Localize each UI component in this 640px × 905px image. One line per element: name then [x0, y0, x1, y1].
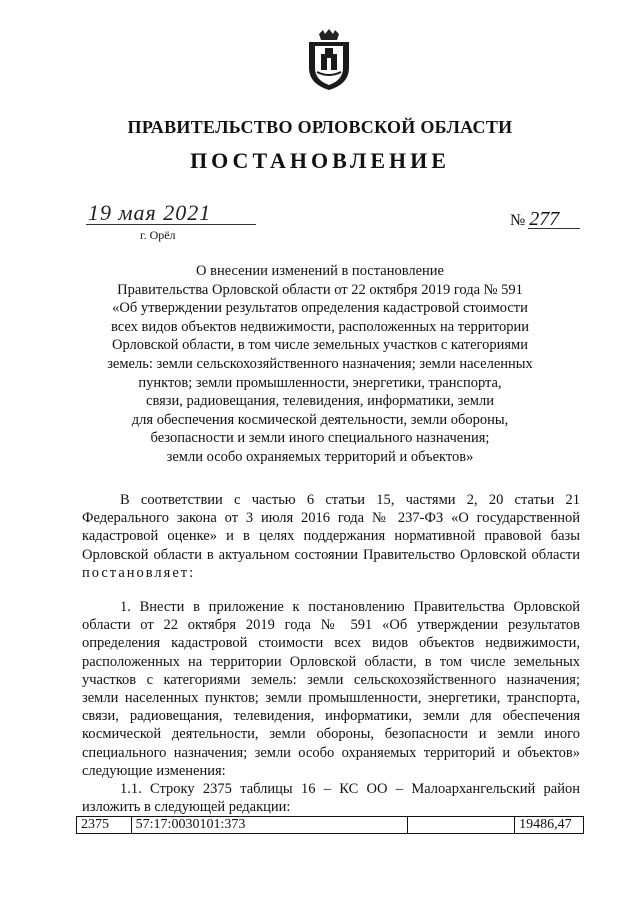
preamble-line: Федерального закона от 3 июля 2016 года № 237-ФЗ «О государственной	[82, 510, 580, 527]
preamble-paragraph	[82, 491, 580, 582]
cadastral-value-cell: 19486,47	[515, 817, 584, 834]
row-number-cell: 2375	[77, 817, 132, 834]
preamble-line: кадастровой оценке» и в целях поддержания нормативной правовой базы	[82, 528, 580, 545]
item-1-line: участков с категориями земель: земли сельскохозяйственного назначения;	[82, 671, 580, 688]
item-1-1-line: 1.1. Строку 2375 таблицы 16 – КС ОО – Малоархангельский район	[120, 781, 580, 798]
preamble-line: В соответствии с частью 6 статьи 15, частями 2, 20 статьи 21	[120, 492, 580, 508]
title-line: Правительства Орловской области от 22 октября 2019 года № 591	[117, 281, 523, 298]
table-row	[77, 817, 584, 834]
item-1-line: определения кадастровой стоимости всех видов объектов недвижимости,	[82, 635, 580, 652]
number-underline	[528, 228, 580, 229]
title-line: пунктов; земли промышленности, энергетики, транспорта,	[138, 374, 502, 391]
title-line: «Об утверждении результатов определения кадастровой стоимости	[112, 300, 528, 317]
item-1-line: космической деятельности, земли обороны, безопасности и земли иного	[82, 726, 580, 743]
item-1-line: области от 22 октября 2019 года № 591 «Об утверждении результатов	[82, 617, 580, 634]
cadastral-number-cell: 57:17:0030101:373	[131, 817, 407, 834]
item-1-line: специального назначения; земли особо охраняемых территорий и объектов»	[82, 744, 580, 761]
item-1-line: связи, радиовещания, телевидения, информатики, земли для обеспечения	[82, 708, 580, 725]
document-type: ПОСТАНОВЛЕНИЕ	[190, 148, 450, 173]
title-line: земель: земли сельскохозяйственного назначения; земли населенных	[107, 355, 533, 372]
title-line: для обеспечения космической деятельности, земли обороны,	[131, 411, 509, 428]
title-line: связи, радиовещания, телевидения, информатики, земли	[146, 393, 494, 410]
title-line: всех видов объектов недвижимости, расположенных на территории	[111, 318, 529, 335]
item-1-line: следующие изменения:	[82, 762, 226, 779]
handwritten-date: 19 мая 2021	[88, 200, 212, 225]
item-1-1-line: изложить в следующей редакции:	[82, 799, 291, 816]
title-line: Орловской области, в том числе земельных участков с категориями	[111, 337, 528, 354]
number-label: №	[510, 212, 526, 229]
date-underline	[86, 224, 256, 225]
empty-cell	[407, 817, 514, 834]
handwritten-number: 277	[529, 208, 560, 230]
orel-coat-of-arms-icon	[305, 28, 353, 92]
preamble-line: Орловской области в актуальном состоянии Правительство Орловской области	[82, 546, 580, 563]
title-line: земли особо охраняемых территорий и объектов»	[166, 448, 474, 465]
organization-name: ПРАВИТЕЛЬСТВО ОРЛОВСКОЙ ОБЛАСТИ	[127, 117, 513, 137]
item-1-line: 1. Внести в приложение к постановлению Правительства Орловской	[120, 599, 580, 615]
preamble-line: постановляет:	[82, 564, 196, 581]
city-label: г. Орёл	[140, 228, 176, 242]
document-title	[100, 262, 540, 467]
cadastral-table	[76, 816, 584, 834]
item-1-paragraph	[82, 598, 580, 816]
item-1-line: земли населенных пунктов; земли промышленности, энергетики, транспорта,	[82, 690, 580, 707]
title-line: О внесении изменений в постановление	[196, 263, 444, 279]
item-1-line: расположенных на территории Орловской области, в том числе земельных	[82, 653, 580, 670]
title-line: безопасности и земли иного специального назначения;	[150, 430, 490, 447]
